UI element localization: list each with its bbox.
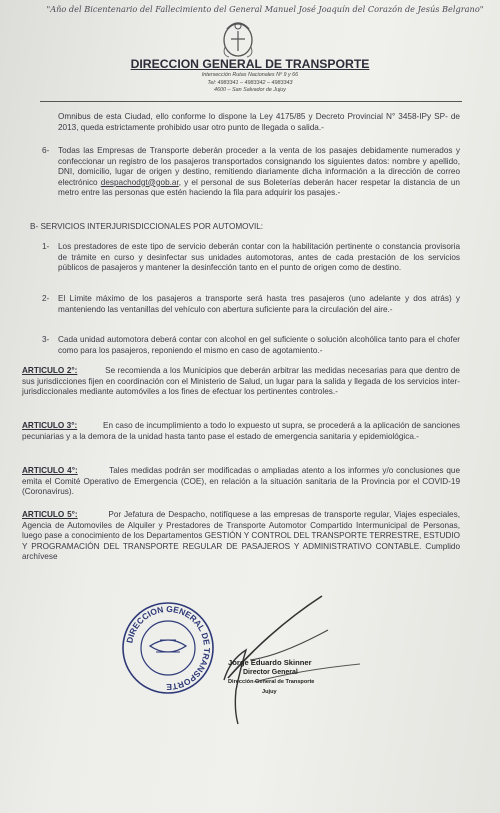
header-motto: "Año del Bicentenario del Fallecimiento del General Manuel José Joaquín del Corazón de Jesús Belgrano" [46,4,484,14]
signatory-place: Jujuy [262,689,277,695]
item-6-paragraph [58,146,460,199]
seal-text: DIRECCION GENERAL DE TRANSPORTE [124,603,213,693]
item-6-text-end: , y el personal de sus Boleterías deberán hacer respetar la distancia de un metro entre las personas que estén haciendo la fila para adquirir los pasajes.- [58,177,460,197]
item-6-text: Todas las Empresas de Transporte deberán proceder a la venta de los pasajes debidamente numerados y confeccionar un registro de los pasajeros transportados consignando los siguientes datos: nombre y apellido, DNI, domicilio, lugar de origen y destino, remitiendo diariamente dicha información a la dirección de correo electrónico [58,146,460,187]
article-5-text: Por Jefatura de Despacho, notifíquese a las empresas de transporte regular, Viajes especiales, Agencia de Automoviles de Alquiler y Prestadores de Transporte Automotor Compartido Intermunicipal de Personas, luego pase a conocimiento de los Departamentos GESTIÓN Y CONTROL DEL TRANSPORTE TERRESTRE, ESTUDIO Y PROGRAMACIÓN DEL TRANSPORTE REGULAR DE PASAJEROS Y ADMINISTRATIVO CONTABLE. Cumplido archívese [22,510,460,561]
article-5-label: ARTICULO 5°: [22,510,78,519]
article-4-label: ARTICULO 4°: [22,466,78,475]
signatory-name: Jorge Eduardo Skinner [228,658,312,667]
section-b-heading: B- SERVICIOS INTERJURISDICCIONALES POR AUTOMOVIL: [30,222,264,231]
b-item-3-number: 3- [42,335,50,344]
header-divider [40,101,462,102]
provincial-crest-icon [219,17,257,59]
article-5 [22,510,460,563]
address-phone: Tel: 4983341 – 4983342 – 4983343 [207,79,293,86]
b-item-2-number: 2- [42,294,50,303]
header-address [0,72,500,95]
article-4-text: Tales medidas podrán ser modificadas o ampliadas atento a los informes y/o conclusiones que emita el Comité Operativo de Emergencia (COE), en relación a la situación sanitaria de la Provincia por el COVID-19 (Coronavirus). [22,466,461,496]
item-6-number: 6- [42,146,50,155]
article-2-label: ARTICULO 2°: [22,366,78,375]
article-3 [22,421,460,442]
article-2 [22,366,460,398]
seal-emblem-icon [150,640,186,652]
article-4 [22,466,460,498]
b-item-1-number: 1- [42,242,50,251]
signatory-office: Dirección General de Transporte [228,679,315,685]
document-title: DIRECCION GENERAL DE TRANSPORTE [130,57,370,71]
article-3-text: En caso de incumplimiento a todo lo expuesto ut supra, se procederá a la aplicación de sanciones pecuniarias y a la demora de la unidad hasta tanto pase el estado de emergencia sanitaria y epidemiológica.- [22,421,460,441]
b-item-2-text: El Límite máximo de los pasajeros a transporte será hasta tres pasajeros (uno adelante y dos atrás) y manteniendo las ventanillas del vehículo con abertura suficiente para la circulación del aire.- [58,294,460,314]
email-link[interactable]: despachodgt@gob.ar [100,177,179,187]
address-line: Intersección Rutas Nacionales Nº 9 y 66 [201,72,299,78]
article-2-text: Se recomienda a los Municipios que deberán arbitrar las medidas necesarias para que dentro de sus jurisdicciones fijen en coordinación con el Ministerio de Salud, un lugar para la salida y llegada de los servicios inter-jurisdiccionales mediante automóviles a los fines de efectuar los pertinentes controles.- [22,366,460,396]
b-item-1-text: Los prestadores de este tipo de servicio deberán contar con la habilitación pertinente o constancia provisoria de trámite en curso y desinfectar sus unidades automotoras, antes de cada prestación de los servicios públicos de pasajeros y mantener la desinfección tanto en el punto de origen como de destino. [58,242,460,272]
intro-paragraph: Omnibus de esta Ciudad, ello conforme lo dispone la Ley 4175/85 y Decreto Provincial N° 3458-IPy SP- de 2013, queda estrictamente prohibido usar otro punto de llegada o salida.- [58,112,460,132]
official-seal [120,600,216,696]
b-item-3-text: Cada unidad automotora deberá contar con alcohol en gel suficiente o solución alcohólica tanto para el chofer como para los pasajeros, reponiendo el mismo en caso de agotamiento.- [58,335,460,355]
article-3-label: ARTICULO 3°: [22,421,78,430]
signatory-role: Director General [243,669,298,676]
address-city: 4600 – San Salvador de Jujuy [214,87,286,94]
